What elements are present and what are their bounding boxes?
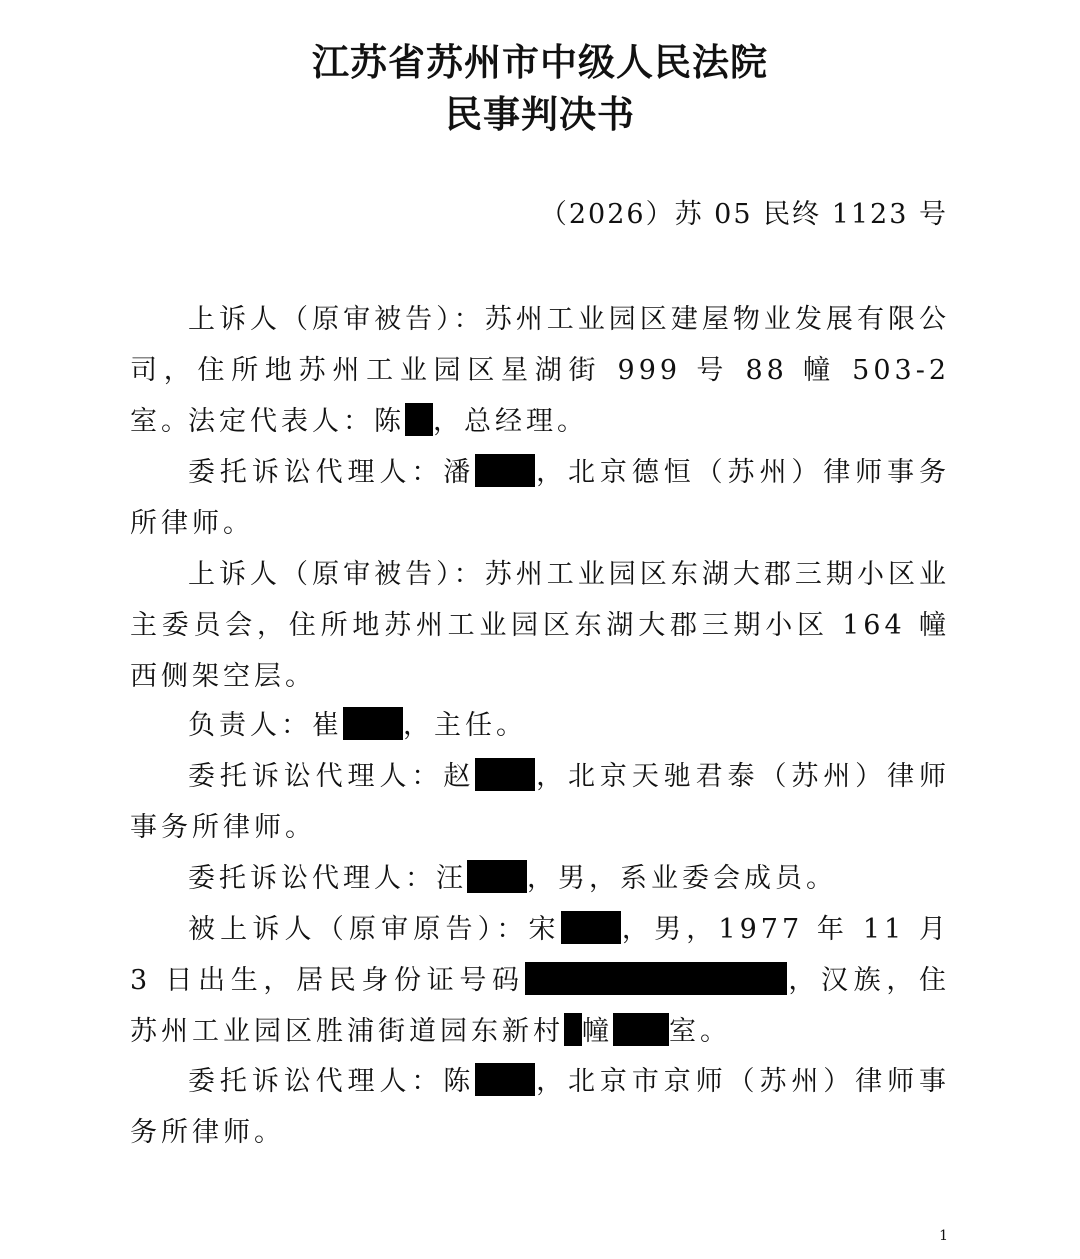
redaction-block bbox=[613, 1013, 669, 1046]
agent-2-firm: ，北京天驰君泰（苏州）律师事务所律师。 bbox=[130, 761, 951, 843]
document-type: 民事判决书 bbox=[445, 92, 635, 136]
agent-2-paragraph bbox=[130, 751, 950, 853]
agent-3-paragraph bbox=[130, 853, 950, 904]
legal-representative-paragraph bbox=[130, 396, 950, 447]
agent-1-label: 委托诉讼代理人：潘 bbox=[188, 457, 476, 488]
redaction-block bbox=[475, 454, 535, 487]
court-name: 江苏省苏州市中级人民法院 bbox=[312, 40, 768, 84]
agent-3-label: 委托诉讼代理人：汪 bbox=[188, 863, 467, 894]
appellant-2-text: 上诉人（原审被告）：苏州工业园区东湖大郡三期小区业主委员会，住所地苏州工业园区东湖大郡三期小区 164 幢西侧架空层。 bbox=[130, 559, 950, 692]
agent-1-paragraph bbox=[130, 447, 950, 549]
appellee-building-label: 幢 bbox=[582, 1016, 613, 1047]
redaction-block bbox=[525, 962, 787, 995]
appellee-birth-and-id-label: ，男，1977 年 11 月 3 日出生，居民身份证号码 bbox=[130, 914, 950, 996]
agent-1-firm: ，北京德恒（苏州）律师事务所律师。 bbox=[130, 457, 951, 539]
agent-2-label: 委托诉讼代理人：赵 bbox=[188, 761, 476, 792]
agent-4-label: 委托诉讼代理人：陈 bbox=[188, 1066, 476, 1097]
redaction-block bbox=[405, 403, 433, 436]
agent-3-detail: ，男，系业委会成员。 bbox=[527, 863, 837, 894]
responsible-person-paragraph bbox=[130, 700, 950, 751]
appellee-label: 被上诉人（原审原告）：宋 bbox=[188, 914, 561, 945]
case-number: （2026）苏 05 民终 1123 号 bbox=[539, 199, 948, 230]
appellant-1-text: 上诉人（原审被告）：苏州工业园区建屋物业发展有限公司，住所地苏州工业园区星湖街 999 号 88 幢 503-2 室。 bbox=[130, 304, 950, 437]
redaction-block bbox=[475, 1063, 535, 1096]
legal-representative-label: 法定代表人：陈 bbox=[188, 406, 405, 437]
redaction-block bbox=[475, 758, 535, 791]
redaction-block bbox=[343, 707, 403, 740]
agent-4-paragraph bbox=[130, 1056, 950, 1158]
responsible-person-title: ，主任。 bbox=[403, 710, 527, 741]
page-number: 1 bbox=[939, 1228, 948, 1244]
responsible-person-label: 负责人：崔 bbox=[188, 710, 343, 741]
appellee-room-label: 室。 bbox=[669, 1016, 731, 1047]
appellee-paragraph bbox=[130, 904, 950, 1057]
appellant-2-paragraph bbox=[130, 549, 950, 702]
agent-4-firm: ，北京市京师（苏州）律师事务所律师。 bbox=[130, 1066, 951, 1148]
legal-representative-title: ，总经理。 bbox=[433, 406, 588, 437]
redaction-block bbox=[564, 1013, 582, 1046]
redaction-block bbox=[467, 860, 527, 893]
redaction-block bbox=[561, 911, 621, 944]
appellee-ethnicity-address: ，汉族，住苏州工业园区胜浦街道园东新村 bbox=[130, 965, 951, 1047]
